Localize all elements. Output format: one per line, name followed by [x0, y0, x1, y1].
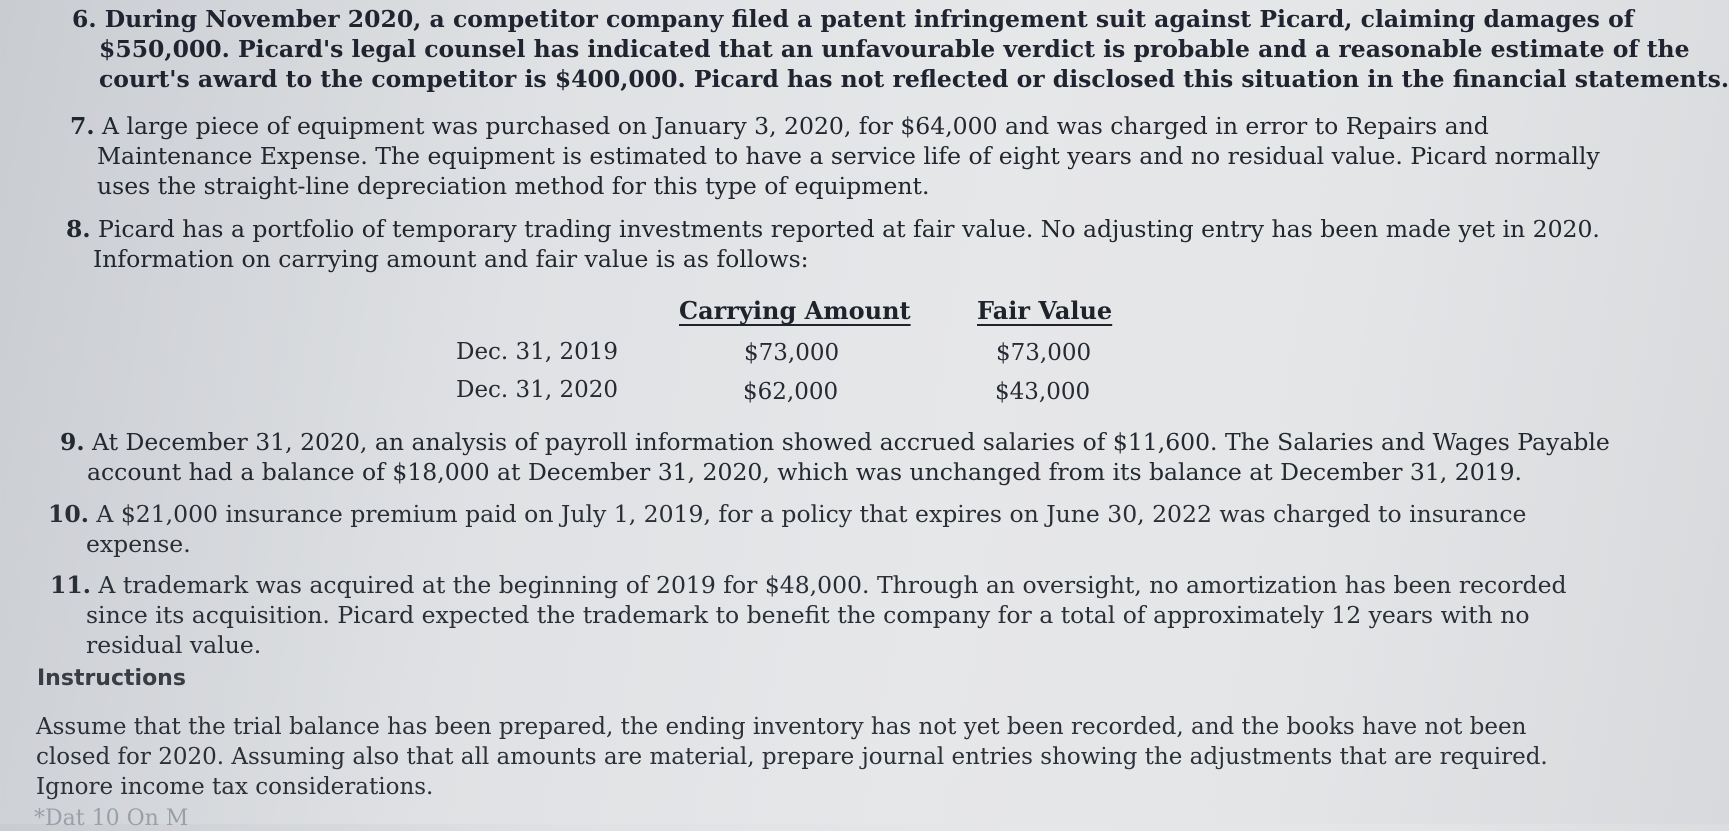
instructions-text: [36, 712, 1548, 802]
problem-9-number: 9.: [60, 428, 85, 456]
problem-7-text-1: A large piece of equipment was purchased on January 3, 2020, for $64,000 and was charged in error to Repairs and: [102, 112, 1489, 140]
problem-8: [66, 214, 1600, 274]
problem-7-line-1: [70, 111, 1600, 141]
problem-11-number: 11.: [50, 571, 91, 599]
problem-8-text-1: Picard has a portfolio of temporary trading investments reported at fair value. No adjusting entry has been made yet in 2020.: [98, 215, 1600, 243]
problem-6: [72, 4, 1729, 94]
problem-9-line-1: [60, 427, 1610, 457]
problem-10-line-1: [48, 499, 1526, 529]
problem-6-number: 6.: [72, 5, 97, 33]
instructions-line-3: Ignore income tax considerations.: [36, 774, 434, 800]
problem-6-line-2: $550,000. Picard's legal counsel has indicated that an unfavourable verdict is probable and a reasonable estimate of the: [99, 35, 1690, 63]
problem-10-text-1: A $21,000 insurance premium paid on July 1, 2019, for a policy that expires on June 30, 2022 was charged to insurance: [96, 500, 1527, 528]
instructions-heading: Instructions: [37, 666, 186, 691]
row-2-date: Dec. 31, 2020: [456, 377, 618, 403]
problem-8-line-2: Information on carrying amount and fair value is as follows:: [93, 245, 809, 273]
problem-11: [50, 570, 1567, 660]
row-1-fair-value: $73,000: [996, 340, 1092, 366]
fair-value-header: Fair Value: [977, 296, 1113, 325]
problem-7-line-2: Maintenance Expense. The equipment is estimated to have a service life of eight years and no residual value. Picard normally: [97, 142, 1600, 170]
row-1-date: Dec. 31, 2019: [456, 339, 618, 365]
problem-6-text-1: During November 2020, a competitor company filed a patent infringement suit against Picard, claiming damages of: [104, 5, 1634, 33]
problem-11-text-1: A trademark was acquired at the beginning of 2019 for $48,000. Through an oversight, no amortization has been recorded: [98, 571, 1567, 599]
problem-11-line-2: since its acquisition. Picard expected the trademark to benefit the company for a total of approximately 12 years with no: [86, 601, 1530, 629]
problem-8-number: 8.: [66, 215, 91, 243]
problem-10-line-2: expense.: [86, 530, 191, 558]
instructions-line-1: Assume that the trial balance has been prepared, the ending inventory has not yet been recorded, and the books have not been: [36, 714, 1527, 740]
instructions-line-2: closed for 2020. Assuming also that all amounts are material, prepare journal entries showing the adjustments that are required.: [36, 744, 1548, 770]
problem-10: [48, 499, 1526, 559]
carrying-amount-header: Carrying Amount: [679, 296, 911, 325]
problem-9-text-1: At December 31, 2020, an analysis of payroll information showed accrued salaries of $11,600. The Salaries and Wages Payable: [92, 428, 1610, 456]
problem-7-line-3: uses the straight-line depreciation method for this type of equipment.: [97, 172, 930, 200]
problem-8-line-1: [66, 214, 1600, 244]
problem-6-line-1: [72, 4, 1729, 34]
problem-7: [70, 111, 1600, 201]
row-1-carrying-amount: $73,000: [744, 340, 840, 366]
problem-9: [60, 427, 1610, 487]
problem-9-line-2: account had a balance of $18,000 at December 31, 2020, which was unchanged from its balance at December 31, 2019.: [87, 458, 1523, 486]
problem-11-line-1: [50, 570, 1567, 600]
problem-11-line-3: residual value.: [86, 631, 262, 659]
row-2-carrying-amount: $62,000: [743, 379, 839, 405]
cut-off-text: *Dat 10 On M: [34, 806, 189, 831]
problem-10-number: 10.: [48, 500, 89, 528]
problem-6-line-3: court's award to the competitor is $400,000. Picard has not reflected or disclosed this situation in the financial statements.: [99, 65, 1729, 93]
row-2-fair-value: $43,000: [995, 379, 1091, 405]
problem-7-number: 7.: [70, 112, 95, 140]
